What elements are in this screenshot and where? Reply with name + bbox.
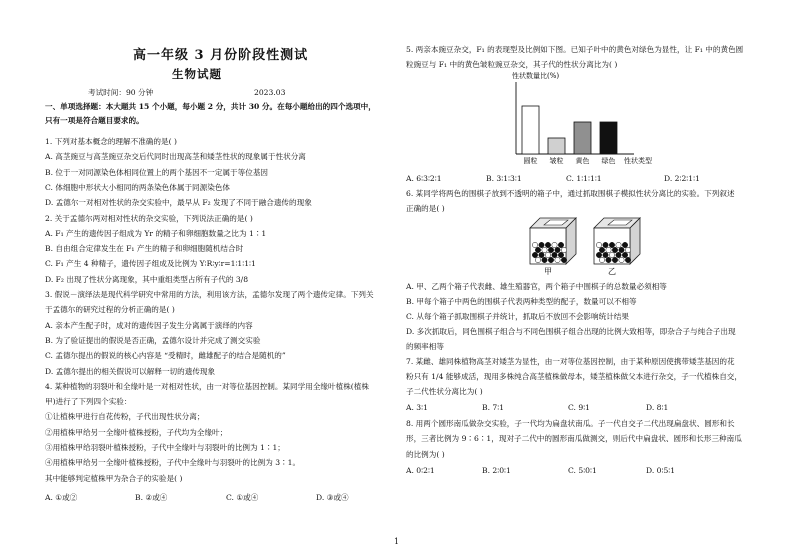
q7-option-a: A. 3∶1 xyxy=(406,403,428,412)
go-piece-icon xyxy=(622,242,627,247)
question-line: B. 位于一对同源染色体相同位置上的两个基因不一定属于等位基因 xyxy=(45,167,269,177)
chart-category-label: 圆粒 xyxy=(523,157,538,165)
question-line: 2. 关于孟德尔两对相对性状的杂交实验，下列说法正确的是( ) xyxy=(45,213,253,223)
question-line: ②用植株甲给另一全缘叶植株授粉，子代均为全缘叶； xyxy=(45,427,228,437)
q6-option-b: B. 甲每个箱子中两色的围棋子代表两种类型的配子，数量可以不相等 xyxy=(406,297,637,306)
section-heading: 一、单项选择题：本大题共 15 个小题，每小题 2 分，共计 30 分。在每小题给出的四个选项中， xyxy=(45,102,376,111)
go-piece-icon xyxy=(609,252,614,257)
question-line: 3. 假说－演绎法是现代科学研究中常用的方法，利用该方法，孟德尔发现了两个遗传定律。下列关 xyxy=(45,290,374,299)
question-line: C. 体细胞中形状大小相同的两条染色体属于同源染色体 xyxy=(45,182,231,192)
chart-bar-2 xyxy=(574,122,591,154)
q6-option-a: A. 甲、乙两个箱子代表雌、雄生殖器官，两个箱子中围棋子的总数量必须相等 xyxy=(406,282,667,291)
q5-stem-1: 5. 两亲本豌豆杂交，F₁ 的表现型及比例如下图。已知子叶中的黄色对绿色为显性，让 F₁ 中的黄色圆 xyxy=(406,45,744,54)
go-piece-icon xyxy=(625,247,630,252)
section-heading-cont: 只有一项是符合题目要求的。 xyxy=(45,116,144,125)
go-piece-icon xyxy=(619,247,624,252)
question-line: ①让植株甲进行自花传粉，子代出现性状分离； xyxy=(45,412,205,422)
go-piece-icon xyxy=(606,257,611,262)
q4-option-c: C. ①或④ xyxy=(226,493,259,502)
go-piece-icon xyxy=(539,242,544,247)
q8-stem-2: 形，三者比例为 9∶6∶1，现对子二代中的圆形南瓜做测交，则后代中扁盘状、圆形和长形三种南瓜 xyxy=(406,434,742,443)
box-jia-icon xyxy=(530,218,576,264)
chart-category-label: 皱粒 xyxy=(549,157,564,165)
question-line: 甲)进行了下列四个实验： xyxy=(45,397,132,407)
q6-option-d: D. 多次抓取后，同色围棋子组合与不同色围棋子组合出现的比例大致相等，即杂合子与纯合子出现 xyxy=(406,327,736,336)
question-line: 其中能够判定植株甲为杂合子的实验是( ) xyxy=(45,473,183,483)
q6-boxes-illustration xyxy=(524,212,664,278)
chart-x-label: 性状类型 xyxy=(624,157,652,165)
q6-option-d-cont: 的频率相等 xyxy=(406,342,444,351)
go-piece-icon xyxy=(603,252,608,257)
q7-option-b: B. 7∶1 xyxy=(482,403,505,412)
question-line: A. F₁ 产生的遗传因子组成为 Yr 的精子和卵细胞数量之比为 1∶1 xyxy=(45,228,267,238)
chart-y-label: 性状数量比(%) xyxy=(512,72,560,80)
go-piece-icon xyxy=(599,247,604,252)
go-piece-icon xyxy=(555,257,560,262)
box-label-yi: 乙 xyxy=(608,267,616,276)
go-piece-icon xyxy=(609,242,614,247)
go-piece-icon xyxy=(548,247,553,252)
go-piece-icon xyxy=(622,252,627,257)
go-piece-icon xyxy=(552,242,557,247)
go-piece-icon xyxy=(558,252,563,257)
go-piece-icon xyxy=(596,242,601,247)
q5-option-d: D. 2∶2∶1∶1 xyxy=(664,174,700,183)
go-piece-icon xyxy=(603,242,608,247)
exam-time: 考试时间：90 分钟 xyxy=(88,88,154,97)
chart-bar-3 xyxy=(600,122,617,154)
go-piece-icon xyxy=(542,257,547,262)
q8-option-c: C. 5∶0∶1 xyxy=(568,466,597,475)
q5-option-b: B. 3∶1∶3∶1 xyxy=(486,174,522,183)
go-piece-icon xyxy=(612,257,617,262)
q8-option-b: B. 2∶0∶1 xyxy=(482,466,511,475)
go-piece-icon xyxy=(532,242,537,247)
q8-option-d: D. 0∶5∶1 xyxy=(646,466,676,475)
go-piece-icon xyxy=(539,252,544,257)
go-piece-icon xyxy=(548,257,553,262)
q8-option-a: A. 0∶2∶1 xyxy=(406,466,435,475)
go-piece-icon xyxy=(552,252,557,257)
page-number: 1 xyxy=(394,537,400,546)
question-line: 于孟德尔的研究过程的分析正确的是( ) xyxy=(45,305,175,315)
box-label-jia: 甲 xyxy=(544,267,552,276)
question-line: 4. 某种植物的羽裂叶和全缘叶是一对相对性状，由一对等位基因控制。某同学用全缘叶植株(植株 xyxy=(45,381,369,391)
q6-stem-1: 6. 某同学将两色的围棋子放到不透明的箱子中，通过抓取围棋子模拟性状分离比的实验。下列叙述 xyxy=(406,189,735,198)
go-piece-icon xyxy=(616,252,621,257)
question-line: D. 孟德尔提出的相关假说可以解释一切的遗传现象 xyxy=(45,366,216,376)
q6-stem-2: 正确的是( ) xyxy=(406,204,445,213)
chart-bar-0 xyxy=(522,106,539,154)
q4-option-a: A. ①或② xyxy=(45,493,78,502)
go-piece-icon xyxy=(542,247,547,252)
go-piece-icon xyxy=(561,247,566,252)
chart-bar-1 xyxy=(548,138,565,154)
go-piece-icon xyxy=(561,257,566,262)
q5-stem-2: 粒豌豆与 F₁ 中的黄色皱粒豌豆杂交，其子代的性状分离比为( ) xyxy=(406,60,618,69)
question-line: ④用植株甲给另一全缘叶植株授粉，子代中全缘叶与羽裂叶的比例为 3∶1。 xyxy=(45,458,301,468)
go-piece-icon xyxy=(558,242,563,247)
go-piece-icon xyxy=(599,257,604,262)
question-line: C. F₁ 产生 4 种精子，遗传因子组成及比例为 Y∶R∶y∶r=1∶1∶1∶1 xyxy=(45,259,256,269)
go-piece-icon xyxy=(532,252,537,257)
q7-stem-3: 子二代性状分离比为( ) xyxy=(406,387,483,396)
go-piece-icon xyxy=(545,252,550,257)
go-piece-icon xyxy=(535,247,540,252)
question-line: 1. 下列对基本概念的理解不准确的是( ) xyxy=(45,137,177,146)
question-line: B. 为了验证提出的假说是否正确，孟德尔设计并完成了测交实验 xyxy=(45,335,261,345)
go-piece-icon xyxy=(535,257,540,262)
question-line: D. F₂ 出现了性状分离现象，其中重组类型占所有子代的 3/8 xyxy=(45,274,249,284)
q5-bar-chart xyxy=(488,72,698,176)
subject-title: 生物试题 xyxy=(172,67,222,81)
go-piece-icon xyxy=(625,257,630,262)
go-piece-icon xyxy=(596,252,601,257)
q7-option-c: C. 9∶1 xyxy=(568,403,591,412)
q7-option-d: D. 8∶1 xyxy=(646,403,669,412)
chart-category-label: 绿色 xyxy=(601,157,616,165)
go-piece-icon xyxy=(612,247,617,252)
question-line: A. 亲本产生配子时，成对的遗传因子发生分离属于演绎的内容 xyxy=(45,320,253,330)
question-line: B. 自由组合定律发生在 F₁ 产生的精子和卵细胞随机结合时 xyxy=(45,244,244,254)
q7-stem-1: 7. 某雌、雄同株植物高茎对矮茎为显性，由一对等位基因控制，由于某种原因使携带矮茎基因的花 xyxy=(406,357,735,366)
q5-option-a: A. 6∶3∶2∶1 xyxy=(406,174,442,183)
question-line: D. 孟德尔一对相对性状的杂交实验中，最早从 F₂ 发现了不同于融合遗传的现象 xyxy=(45,198,312,208)
question-line: A. 高茎豌豆与高茎豌豆杂交后代同时出现高茎和矮茎性状的现象属于性状分离 xyxy=(45,152,306,162)
go-piece-icon xyxy=(619,257,624,262)
go-piece-icon xyxy=(545,242,550,247)
question-line: ③用植株甲给羽裂叶植株授粉，子代中全缘叶与羽裂叶的比例为 1∶1； xyxy=(45,443,285,452)
go-piece-icon xyxy=(555,247,560,252)
q4-option-b: B. ②或④ xyxy=(135,493,168,502)
q8-stem-1: 8. 用两个圆形南瓜做杂交实验，子一代均为扁盘状南瓜。子一代自交子二代出现扁盘状、圆形和长 xyxy=(406,419,735,428)
q8-stem-3: 的比例为( ) xyxy=(406,450,445,459)
exam-title: 高一年级 3 月份阶段性测试 xyxy=(133,48,309,63)
go-piece-icon xyxy=(616,242,621,247)
box-yi-icon xyxy=(594,218,640,264)
go-piece-icon xyxy=(606,247,611,252)
question-line: C. 孟德尔提出的假说的核心内容是 “受精时，雌雄配子的结合是随机的” xyxy=(45,351,286,361)
exam-date: 2023.03 xyxy=(254,88,286,97)
q5-option-c: C. 1∶1∶1∶1 xyxy=(566,174,602,183)
q7-stem-2: 粉只有 1/4 能够成活，现用多株纯合高茎植株做母本，矮茎植株做父本进行杂交，子一代植株自交， xyxy=(406,372,742,381)
q4-option-d: D. ③或④ xyxy=(316,493,349,502)
chart-category-label: 黄色 xyxy=(575,157,590,165)
q6-option-c: C. 从每个箱子抓取围棋子并统计，抓取后不放回不会影响统计结果 xyxy=(406,312,629,321)
